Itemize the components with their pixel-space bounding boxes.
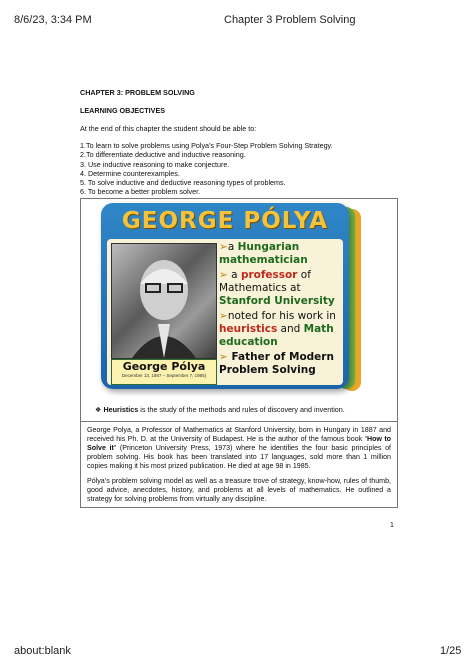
objectives-intro: At the end of this chapter the student should be able to: — [80, 124, 257, 133]
slide-bullet: ➢ a professor of Mathematics at Stanford University — [219, 269, 335, 307]
polya-portrait — [111, 243, 217, 359]
objective-item: 2.To differentiate deductive and inductive reasoning. — [80, 150, 246, 160]
arrow-icon: ➢ — [219, 351, 228, 363]
slide-bullet: ➢noted for his work in heuristics and Math education — [219, 310, 336, 348]
objectives-list — [80, 141, 380, 197]
slide-box — [80, 198, 398, 422]
slide-bullet: ➢ Father of Modern Problem Solving — [219, 351, 334, 376]
heuristics-note: ❖ Heuristics is the study of the methods and rules of discovery and invention. — [95, 405, 345, 414]
slide-body — [107, 239, 343, 385]
bio-paragraph: Pólya’s problem solving model as well as a treasure trove of strategy, know-how, rules of thumb, good advice, anecdotes, history, and problems at all levels of mathematics. He outlined a strategy for solving problems from virtually any discipline. — [87, 477, 391, 503]
objective-item: 4. Determine counterexamples. — [80, 168, 180, 178]
slide-bullets — [219, 241, 343, 377]
portrait-nameplate — [111, 359, 217, 385]
objective-item: 1.To learn to solve problems using Polya’s Four-Step Problem Solving Strategy. — [80, 141, 333, 150]
print-page-count: 1/25 — [440, 645, 462, 657]
polya-slide — [101, 203, 349, 389]
arrow-icon: ➢ — [219, 269, 228, 281]
objective-item: 6. To become a better problem solver. — [80, 187, 201, 197]
page-number: 1 — [390, 522, 394, 529]
objectives-heading: LEARNING OBJECTIVES — [80, 106, 166, 115]
portrait-name: George Pólya — [122, 360, 206, 373]
print-datetime: 8/6/23, 3:34 PM — [14, 14, 92, 26]
arrow-icon: ➢ — [219, 241, 228, 253]
objective-item: 5. To solve inductive and deductive reasoning types of problems. — [80, 178, 286, 188]
bio-box — [80, 422, 398, 508]
objective-item: 3. Use inductive reasoning to make conjecture. — [80, 159, 230, 169]
print-url: about:blank — [14, 645, 71, 657]
print-title: Chapter 3 Problem Solving — [224, 14, 356, 26]
diamond-bullet-icon: ❖ — [95, 405, 102, 414]
slide-bullet: ➢a Hungarian mathematician — [219, 241, 308, 266]
portrait-placeholder-icon — [112, 244, 216, 358]
portrait-dates: December 13, 1887 – September 7, 1985) — [121, 373, 207, 378]
slide-title: GEORGE PÓLYA — [121, 208, 329, 234]
chapter-title: CHAPTER 3: PROBLEM SOLVING — [80, 88, 195, 97]
bio-paragraph: George Polya, a Professor of Mathematics at Stanford University, born in Hungary in 1887 and received his Ph. D. at the University of Budapest. He is the author of the famous book “How to Solve it” (Princeton University Press, 1973) where he identifies the four basic principles of problem solving. His book has been translated into 17 languages, sold more than 1 million copies making it his most prized publication. He died at age 98 in 1985. — [87, 426, 392, 470]
slide-image — [81, 199, 397, 399]
arrow-icon: ➢ — [219, 310, 228, 322]
